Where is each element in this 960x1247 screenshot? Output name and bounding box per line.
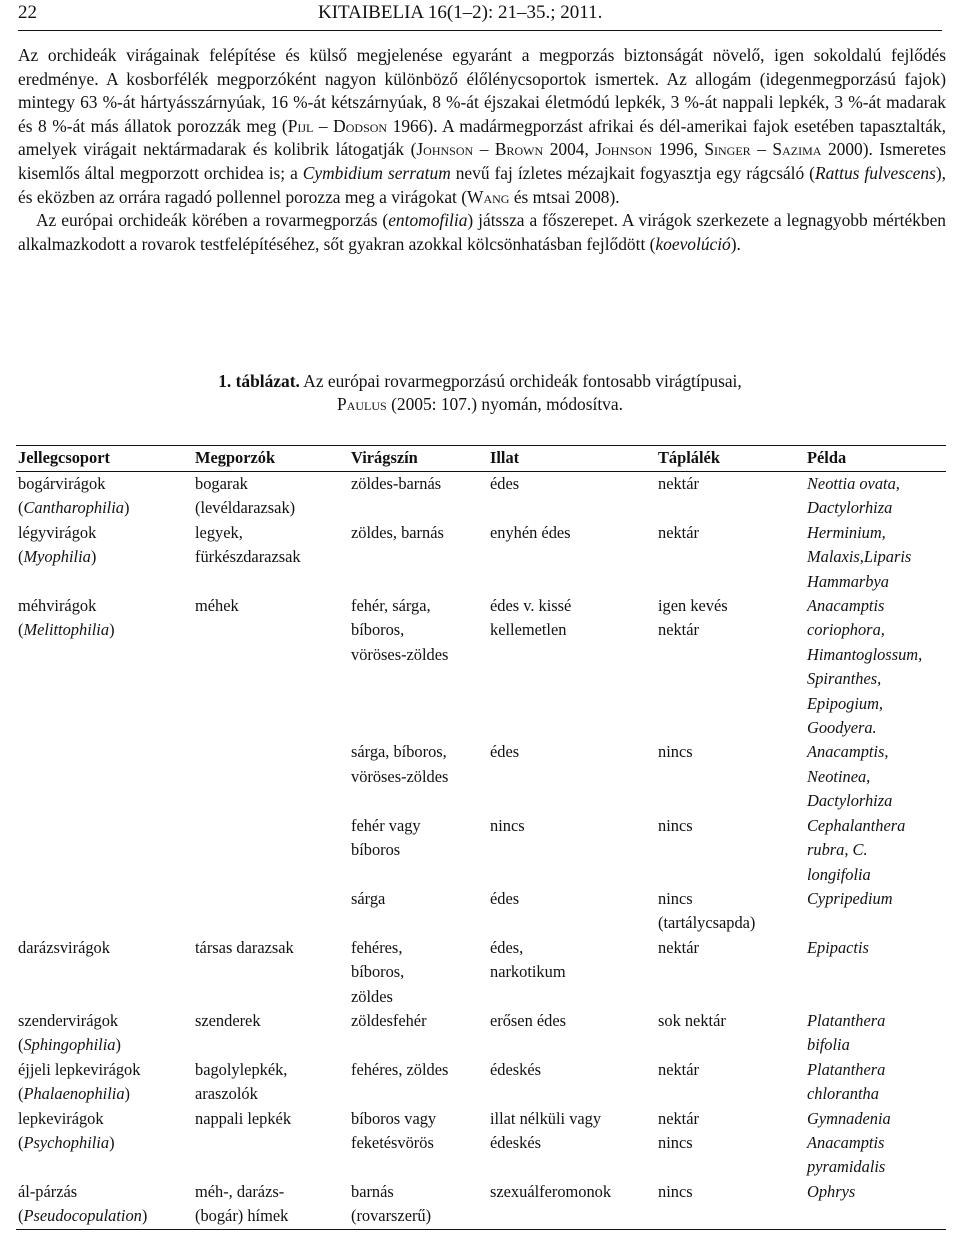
cell-scent-line: narkotikum (490, 962, 566, 982)
cell-scent (488, 521, 656, 594)
cell-scent-line: illat nélküli vagy (490, 1108, 602, 1128)
cell-pollinators-line: (levéldarazsak) (195, 498, 296, 518)
cell-scent-line: kellemetlen (490, 620, 567, 640)
cell-food (656, 1009, 805, 1058)
cell-color (349, 1180, 488, 1229)
cell-food (656, 1058, 805, 1107)
cell-pollinators-line: méhek (195, 596, 239, 616)
cell-pollinators (193, 1180, 349, 1229)
cell-food-line: nektár (658, 1108, 699, 1128)
cell-example-line: Cypripedium (807, 888, 893, 908)
cell-color-line: vöröses-zöldes (351, 766, 449, 786)
group-name: lepkevirágok (18, 1108, 104, 1128)
table-row (16, 936, 946, 1009)
cell-example (805, 1058, 946, 1107)
cell-scent-line: nincs (490, 815, 525, 835)
cell-group (16, 1058, 193, 1107)
cell-food (656, 740, 805, 813)
cell-example-line: bifolia (807, 1035, 850, 1055)
cell-example-line: Cephalanthera (807, 815, 906, 835)
cell-color-line: bíboros, (351, 620, 405, 640)
cell-example-line: Platanthera (807, 1010, 886, 1030)
group-name: éjjeli lepkevirágok (18, 1059, 141, 1079)
cell-food (656, 472, 805, 521)
cell-pollinators (193, 1009, 349, 1058)
cell-food-line: nektár (658, 937, 699, 957)
table-caption-label: 1. táblázat. (218, 371, 300, 391)
table-row (16, 1058, 946, 1107)
cell-example-line: Herminium, (807, 522, 886, 542)
cell-example-line: Anacamptis (807, 596, 885, 616)
cell-color-line: (rovarszerű) (351, 1206, 432, 1226)
col-header: Példa (805, 446, 946, 472)
cell-pollinators (193, 740, 349, 813)
cell-scent-line: enyhén édes (490, 522, 571, 542)
col-header: Jellegcsoport (16, 446, 193, 472)
cell-pollinators-line: bagolylepkék, (195, 1059, 288, 1079)
cell-food-line: nincs (658, 1132, 693, 1152)
cell-color-line: bíboros, (351, 962, 405, 982)
table-row (16, 594, 946, 740)
cell-scent-line: édeskés (490, 1059, 541, 1079)
cell-color-line: bíboros vagy (351, 1108, 437, 1128)
cell-scent (488, 594, 656, 740)
cell-group (16, 936, 193, 1009)
col-header: Virágszín (349, 446, 488, 472)
cell-food-line: sok nektár (658, 1010, 726, 1030)
cell-example-line: Anacamptis (807, 1132, 885, 1152)
cell-scent (488, 1180, 656, 1229)
cell-food-line: nektár (658, 522, 699, 542)
cell-scent (488, 1058, 656, 1107)
cell-group (16, 472, 193, 521)
cell-pollinators (193, 1058, 349, 1107)
cell-scent-line: szexuálferomonok (490, 1181, 612, 1201)
body-text (18, 44, 946, 256)
cell-group (16, 1009, 193, 1058)
cell-food-line: igen kevés (658, 596, 728, 616)
table-row (16, 1107, 946, 1180)
cell-food-line: nektár (658, 474, 699, 493)
table-row (16, 1009, 946, 1058)
cell-scent-line: édes (490, 888, 520, 908)
cell-pollinators (193, 814, 349, 887)
cell-pollinators (193, 936, 349, 1009)
cell-color (349, 814, 488, 887)
col-header: Táplálék (656, 446, 805, 472)
cell-group (16, 1180, 193, 1229)
cell-example-line: Hammarbya (807, 571, 889, 591)
cell-color-line: fehér, sárga, (351, 596, 431, 616)
cell-group (16, 887, 193, 936)
cell-food-line: nincs (658, 742, 693, 762)
cell-example (805, 521, 946, 594)
group-name: bogárvirágok (18, 474, 106, 493)
cell-example-line: Goodyera. (807, 718, 877, 738)
cell-example-line: Platanthera (807, 1059, 886, 1079)
group-name: darázsvirágok (18, 937, 110, 957)
cell-food (656, 887, 805, 936)
group-latin: (Cantharophilia) (18, 498, 130, 518)
cell-food-line: nincs (658, 888, 693, 908)
cell-example-line: Spiranthes, (807, 669, 882, 689)
col-header: Illat (488, 446, 656, 472)
table-header-row (16, 446, 946, 472)
group-latin: (Sphingophilia) (18, 1035, 121, 1055)
cell-food (656, 594, 805, 740)
running-header (18, 0, 942, 31)
cell-pollinators (193, 1107, 349, 1180)
journal-citation: KITAIBELIA 16(1–2): 21–35.; 2011. (318, 2, 603, 23)
table-row (16, 1180, 946, 1229)
cell-color (349, 1058, 488, 1107)
cell-pollinators (193, 887, 349, 936)
cell-example (805, 1180, 946, 1229)
cell-group (16, 1107, 193, 1180)
cell-food (656, 936, 805, 1009)
cell-color (349, 740, 488, 813)
cell-example (805, 472, 946, 521)
cell-color (349, 472, 488, 521)
paragraph-2: Az európai orchideák körében a rovarmegporzás (entomofilia) játssza a főszerepet. A virágok szerkezete a legnagyobb mértékben alkalmazkodott a rovarok testfelépítéséhez, sőt gyakran azokkal kölcsönhatásban fejlődött (koevolúció). (18, 210, 946, 254)
table-caption: 1. táblázat. Az európai rovarmegporzású orchideák fontosabb virágtípusai, Paulus (2005: 107.) nyomán, módosítva. (218, 371, 742, 414)
cell-color-line: zöldes-barnás (351, 474, 442, 493)
cell-color-line: zöldes, barnás (351, 522, 444, 542)
cell-example (805, 1009, 946, 1058)
cell-color-line: bíboros (351, 840, 401, 860)
cell-food-line: (tartálycsapda) (658, 913, 756, 933)
cell-example-line: Ophrys (807, 1181, 856, 1201)
cell-example (805, 887, 946, 936)
cell-group (16, 740, 193, 813)
group-latin: (Psychophilia) (18, 1132, 115, 1152)
cell-example (805, 594, 946, 740)
cell-color (349, 887, 488, 936)
cell-pollinators-line: méh-, darázs- (195, 1181, 285, 1201)
group-name: légyvirágok (18, 522, 97, 542)
cell-example-line: rubra, C. (807, 840, 868, 860)
cell-pollinators (193, 594, 349, 740)
group-latin: (Myophilia) (18, 547, 97, 567)
cell-food-line: nektár (658, 1059, 699, 1079)
cell-pollinators (193, 472, 349, 521)
cell-color-line: sárga, bíboros, (351, 742, 447, 762)
group-latin: (Melittophilia) (18, 620, 115, 640)
cell-scent-line: édes (490, 474, 520, 493)
cell-pollinators-line: szenderek (195, 1010, 261, 1030)
cell-color-line: barnás (351, 1181, 394, 1201)
cell-example-line: longifolia (807, 864, 871, 884)
page-number: 22 (18, 2, 37, 23)
cell-pollinators (193, 521, 349, 594)
cell-food (656, 1180, 805, 1229)
group-latin: (Pseudocopulation) (18, 1206, 148, 1226)
group-name: ál-párzás (18, 1181, 78, 1201)
cell-example-line: Anacamptis, (807, 742, 889, 762)
table-row (16, 740, 946, 813)
cell-example-line: coriophora, (807, 620, 885, 640)
col-header: Megporzók (193, 446, 349, 472)
cell-example-line: Dactylorhiza (807, 498, 893, 518)
cell-scent (488, 814, 656, 887)
cell-food-line: nincs (658, 815, 693, 835)
cell-color (349, 1107, 488, 1180)
cell-pollinators-line: legyek, (195, 522, 243, 542)
cell-color-line: zöldes (351, 986, 393, 1006)
cell-scent-line: erősen édes (490, 1010, 566, 1030)
cell-example-line: Dactylorhiza (807, 791, 893, 811)
paragraph-1: Az orchideák virágainak felépítése és külső megjelenése egyaránt a megporzás biztonságát növelő, igen sokoldalú fejlődés eredménye. A kosborfélék megporzóként nagyon különböző élőlénycsoportok ismertek. Az allogám (idegenmegporzású fajok) mintegy 63 %-át hártyásszárnyúak, 16 %-át kétszárnyúak, 8 %-át éjszakai életmódú lepkék, 3 %-át nappali lepkék, 3 %-át madarak és 8 %-át más állatok porozzák meg (Pijl – Dodson 1966). A madármegporzást afrikai és dél-amerikai fajok esetében tapasztalták, amelyek virágait nektármadarak és kolibrik látogatják (Johnson – Brown 2004, Johnson 1996, Singer – Sazima 2000). Ismeretes kisemlős által megporzott orchidea is; a Cymbidium serratum nevű faj ízletes mézajkait fogyasztja egy rágcsáló (Rattus fulvescens), és eközben az orrára ragadó pollennel porozza meg a virágokat (Wang és mtsai 2008). (18, 45, 947, 207)
cell-food (656, 814, 805, 887)
cell-pollinators-line: társas darazsak (195, 937, 294, 957)
cell-color-line: feketésvörös (351, 1132, 434, 1152)
cell-scent (488, 1009, 656, 1058)
cell-color-line: fehér vagy (351, 815, 421, 835)
pollination-table (16, 445, 946, 1230)
cell-pollinators-line: nappali lepkék (195, 1108, 292, 1128)
cell-scent-line: édes (490, 742, 520, 762)
cell-scent (488, 740, 656, 813)
cell-group (16, 521, 193, 594)
cell-color-line: vöröses-zöldes (351, 644, 449, 664)
cell-example-line: Malaxis,Liparis (807, 547, 912, 567)
cell-food-line: nincs (658, 1181, 693, 1201)
cell-example-line: Neottia ovata, (807, 474, 900, 493)
cell-scent (488, 887, 656, 936)
cell-scent (488, 472, 656, 521)
cell-color-line: fehéres, zöldes (351, 1059, 449, 1079)
cell-scent-line: édes, (490, 937, 524, 957)
group-name: méhvirágok (18, 596, 97, 616)
cell-pollinators-line: bogarak (195, 474, 248, 493)
cell-pollinators-line: fürkészdarazsak (195, 547, 301, 567)
cell-example-line: Epipogium, (807, 693, 884, 713)
group-name: szendervirágok (18, 1010, 119, 1030)
cell-food (656, 521, 805, 594)
cell-color-line: zöldesfehér (351, 1010, 427, 1030)
table-row (16, 521, 946, 594)
cell-food-line: nektár (658, 620, 699, 640)
cell-color (349, 521, 488, 594)
cell-example (805, 740, 946, 813)
cell-example (805, 1107, 946, 1180)
table-row (16, 472, 946, 521)
cell-example-line: Epipactis (807, 937, 869, 957)
cell-color-line: sárga (351, 888, 386, 908)
cell-color-line: fehéres, (351, 937, 403, 957)
cell-scent (488, 1107, 656, 1180)
cell-pollinators-line: araszolók (195, 1084, 258, 1104)
cell-example-line: Neotinea, (807, 766, 871, 786)
cell-example (805, 936, 946, 1009)
cell-scent-line: édeskés (490, 1132, 541, 1152)
cell-example-line: chlorantha (807, 1084, 879, 1104)
cell-example-line: Himantoglossum, (807, 644, 923, 664)
cell-pollinators-line: (bogár) hímek (195, 1206, 289, 1226)
cell-color (349, 594, 488, 740)
cell-example-line: pyramidalis (807, 1157, 886, 1177)
cell-scent-line: édes v. kissé (490, 596, 572, 616)
cell-food (656, 1107, 805, 1180)
cell-group (16, 594, 193, 740)
cell-group (16, 814, 193, 887)
group-latin: (Phalaenophilia) (18, 1084, 131, 1104)
cell-example (805, 814, 946, 887)
table-row (16, 814, 946, 887)
cell-color (349, 936, 488, 1009)
cell-example-line: Gymnadenia (807, 1108, 891, 1128)
cell-scent (488, 936, 656, 1009)
table-row (16, 887, 946, 936)
cell-color (349, 1009, 488, 1058)
